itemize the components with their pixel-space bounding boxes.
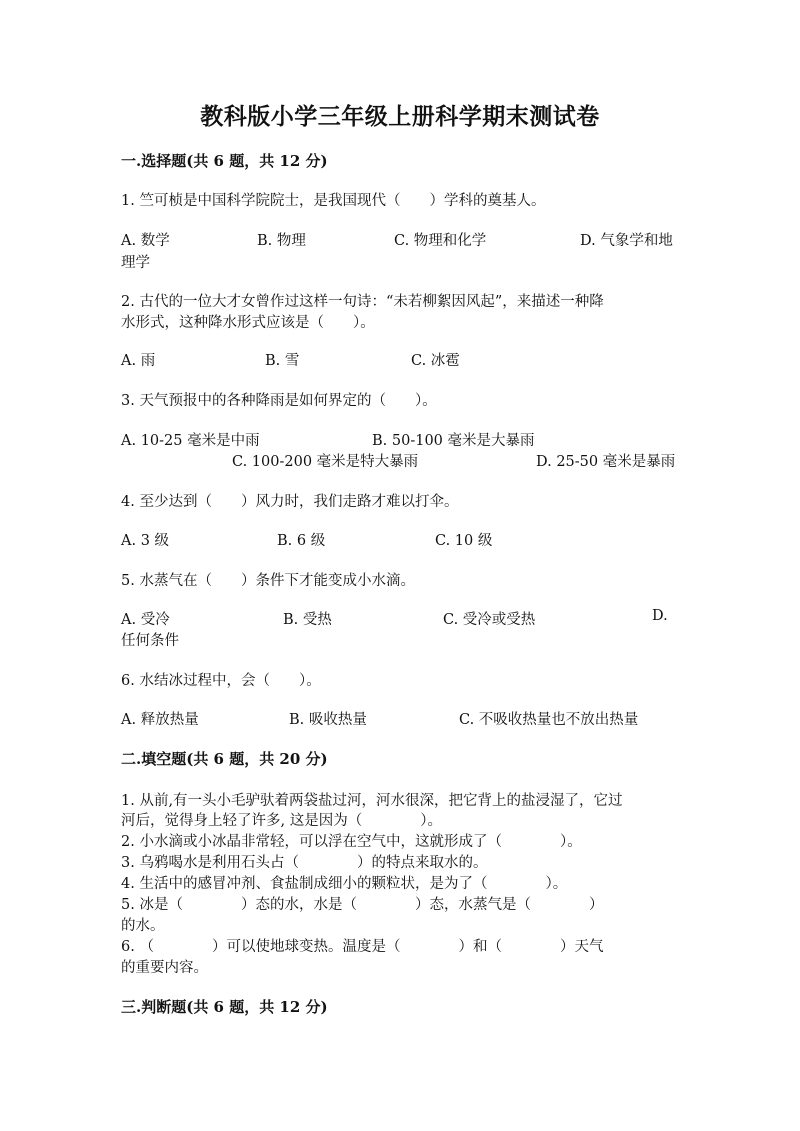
section-heading-fill: 二.填空题(共 6 题，共 20 分)	[121, 750, 328, 768]
question-5-option-d: D.	[652, 608, 668, 624]
fill-line-8: 6. （ ）可以使地球变热。温度是（ ）和（ ）天气	[121, 939, 604, 955]
question-1-option-b: B. 物理	[257, 233, 306, 249]
section-heading-judge: 三.判断题(共 6 题，共 12 分)	[121, 998, 328, 1016]
question-1-option-c: C. 物理和化学	[394, 233, 487, 249]
question-5-option-a: A. 受冷	[121, 612, 170, 628]
question-3-option-a: A. 10-25 毫米是中雨	[121, 433, 260, 449]
question-5-option-b: B. 受热	[283, 612, 332, 628]
question-3-text: 3. 天气预报中的各种降雨是如何界定的（ ）。	[121, 393, 437, 409]
fill-line-1: 1. 从前,有一头小毛驴驮着两袋盐过河，河水很深，把它背上的盐浸湿了，它过	[121, 793, 623, 809]
question-5-text: 5. 水蒸气在（ ）条件下才能变成小水滴。	[121, 573, 415, 589]
question-3-option-b: B. 50-100 毫米是大暴雨	[372, 433, 535, 449]
fill-line-5: 4. 生活中的感冒冲剂、食盐制成细小的颗粒状，是为了（ ）。	[121, 876, 568, 892]
question-4-option-a: A. 3 级	[121, 533, 170, 549]
question-5-option-d-cont: 任何条件	[121, 633, 179, 649]
question-6-option-b: B. 吸收热量	[289, 712, 367, 728]
question-1-text: 1. 竺可桢是中国科学院院士，是我国现代（ ）学科的奠基人。	[121, 193, 546, 209]
question-2-option-a: A. 雨	[121, 353, 156, 369]
question-2-option-b: B. 雪	[265, 353, 300, 369]
question-4-text: 4. 至少达到（ ）风力时，我们走路才难以打伞。	[121, 494, 459, 510]
section-heading-choice: 一.选择题(共 6 题，共 12 分)	[121, 152, 328, 170]
question-6-option-c: C. 不吸收热量也不放出热量	[459, 712, 639, 728]
question-2-text-line1: 2. 古代的一位大才女曾作过这样一句诗：“未若柳絮因风起”，来描述一种降	[121, 294, 604, 310]
page-title: 教科版小学三年级上册科学期末测试卷	[200, 103, 600, 130]
question-1-option-d: D. 气象学和地	[580, 233, 673, 249]
question-3-option-c: C. 100-200 毫米是特大暴雨	[232, 454, 419, 470]
question-2-option-c: C. 冰雹	[411, 353, 460, 369]
question-3-option-d: D. 25-50 毫米是暴雨	[536, 454, 676, 470]
question-1-option-a: A. 数学	[121, 233, 170, 249]
question-6-text: 6. 水结冰过程中，会（ ）。	[121, 673, 321, 689]
fill-line-9: 的重要内容。	[121, 960, 208, 976]
question-5-option-c: C. 受冷或受热	[443, 612, 536, 628]
question-6-option-a: A. 释放热量	[121, 712, 199, 728]
fill-line-7: 的水。	[121, 918, 165, 934]
question-4-option-b: B. 6 级	[277, 533, 326, 549]
fill-line-4: 3. 乌鸦喝水是利用石头占（ ）的特点来取水的。	[121, 855, 488, 871]
question-4-option-c: C. 10 级	[435, 533, 493, 549]
fill-line-3: 2. 小水滴或小冰晶非常轻，可以浮在空气中，这就形成了（ ）。	[121, 834, 582, 850]
fill-line-6: 5. 冰是（ ）态的水，水是（ ）态，水蒸气是（ ）	[121, 897, 604, 913]
fill-line-2: 河后，觉得身上轻了许多, 这是因为（ ）。	[121, 813, 442, 829]
question-2-text-line2: 水形式，这种降水形式应该是（ ）。	[121, 315, 375, 331]
question-1-option-d-cont: 理学	[121, 255, 150, 271]
